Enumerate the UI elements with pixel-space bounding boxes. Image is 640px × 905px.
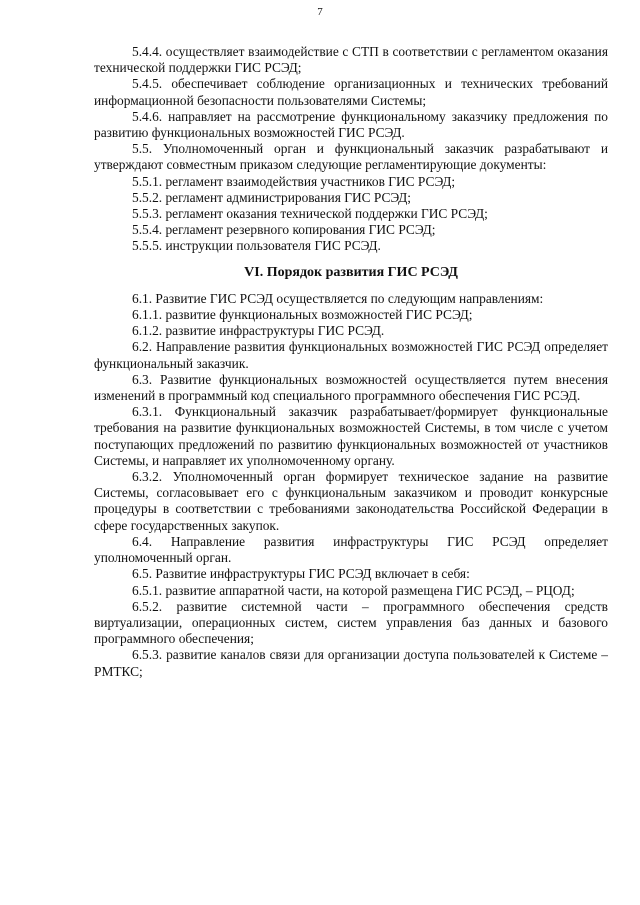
paragraph: 5.5. Уполномоченный орган и функциональный заказчик разрабатывают и утверждают совместным приказом следующие регламентирующие документы: (94, 141, 608, 173)
paragraph: 5.5.5. инструкции пользователя ГИС РСЭД. (132, 238, 381, 254)
paragraph: 5.5.1. регламент взаимодействия участников ГИС РСЭД; (132, 173, 456, 189)
paragraph: 5.4.5. обеспечивает соблюдение организационных и технических требований информационной безопасности пользователями Системы; (94, 76, 608, 108)
paragraph: 6.1.1. развитие функциональных возможностей ГИС РСЭД; (132, 307, 473, 323)
paragraph: 5.5.4. регламент резервного копирования ГИС РСЭД; (132, 222, 436, 238)
page-number: 7 (317, 6, 323, 18)
paragraph: 5.4.4. осуществляет взаимодействие с СТП в соответствии с регламентом оказания технической поддержки ГИС РСЭД; (94, 44, 608, 76)
paragraph: 6.1. Развитие ГИС РСЭД осуществляется по следующим направлениям: (132, 290, 544, 306)
paragraph: 5.4.6. направляет на рассмотрение функциональному заказчику предложения по развитию функциональных возможностей ГИС РСЭД. (94, 108, 608, 141)
paragraph: 6.5.1. развитие аппаратной части, на которой размещена ГИС РСЭД, – РЦОД; (132, 582, 575, 598)
paragraph: 6.5. Развитие инфраструктуры ГИС РСЭД включает в себя: (132, 566, 470, 582)
paragraph: 6.2. Направление развития функциональных возможностей ГИС РСЭД определяет функциональный заказчик. (94, 339, 608, 371)
paragraph: 6.1.2. развитие инфраструктуры ГИС РСЭД. (132, 323, 385, 339)
paragraph: 6.4. Направление развития инфраструктуры ГИС РСЭД определяет уполномоченный орган. (94, 533, 608, 566)
paragraph: 6.3. Развитие функциональных возможностей осуществляется путем внесения изменений в программный код специального программного обеспечения ГИС РСЭД. (94, 371, 608, 404)
paragraph: 5.5.2. регламент администрирования ГИС РСЭД; (132, 189, 412, 205)
paragraph: 5.5.3. регламент оказания технической поддержки ГИС РСЭД; (132, 206, 488, 222)
paragraph: 6.5.2. развитие системной части – программного обеспечения средств виртуализации, операционных систем, систем управления баз данных и базового программного обеспечения; (94, 598, 608, 647)
section-heading: VI. Порядок развития ГИС РСЭД (244, 264, 458, 280)
paragraph: 6.3.1. Функциональный заказчик разрабатывает/формирует функциональные требования на развитие функциональных возможностей Системы, в том числе с учетом поступающих предложений по развитию функциональных возможностей от участников Системы, и направляет их уполномоченному органу. (94, 404, 608, 468)
paragraph: 6.3.2. Уполномоченный орган формирует техническое задание на развитие Системы, согласовывает его с функциональным заказчиком и проводит конкурсные процедуры в соответствии с требованиями законодательства Российской Федерации в сфере государственных закупок. (94, 469, 608, 533)
document-body (94, 44, 608, 680)
paragraph: 6.5.3. развитие каналов связи для организации доступа пользователей к Системе – РМТКС; (94, 647, 608, 679)
